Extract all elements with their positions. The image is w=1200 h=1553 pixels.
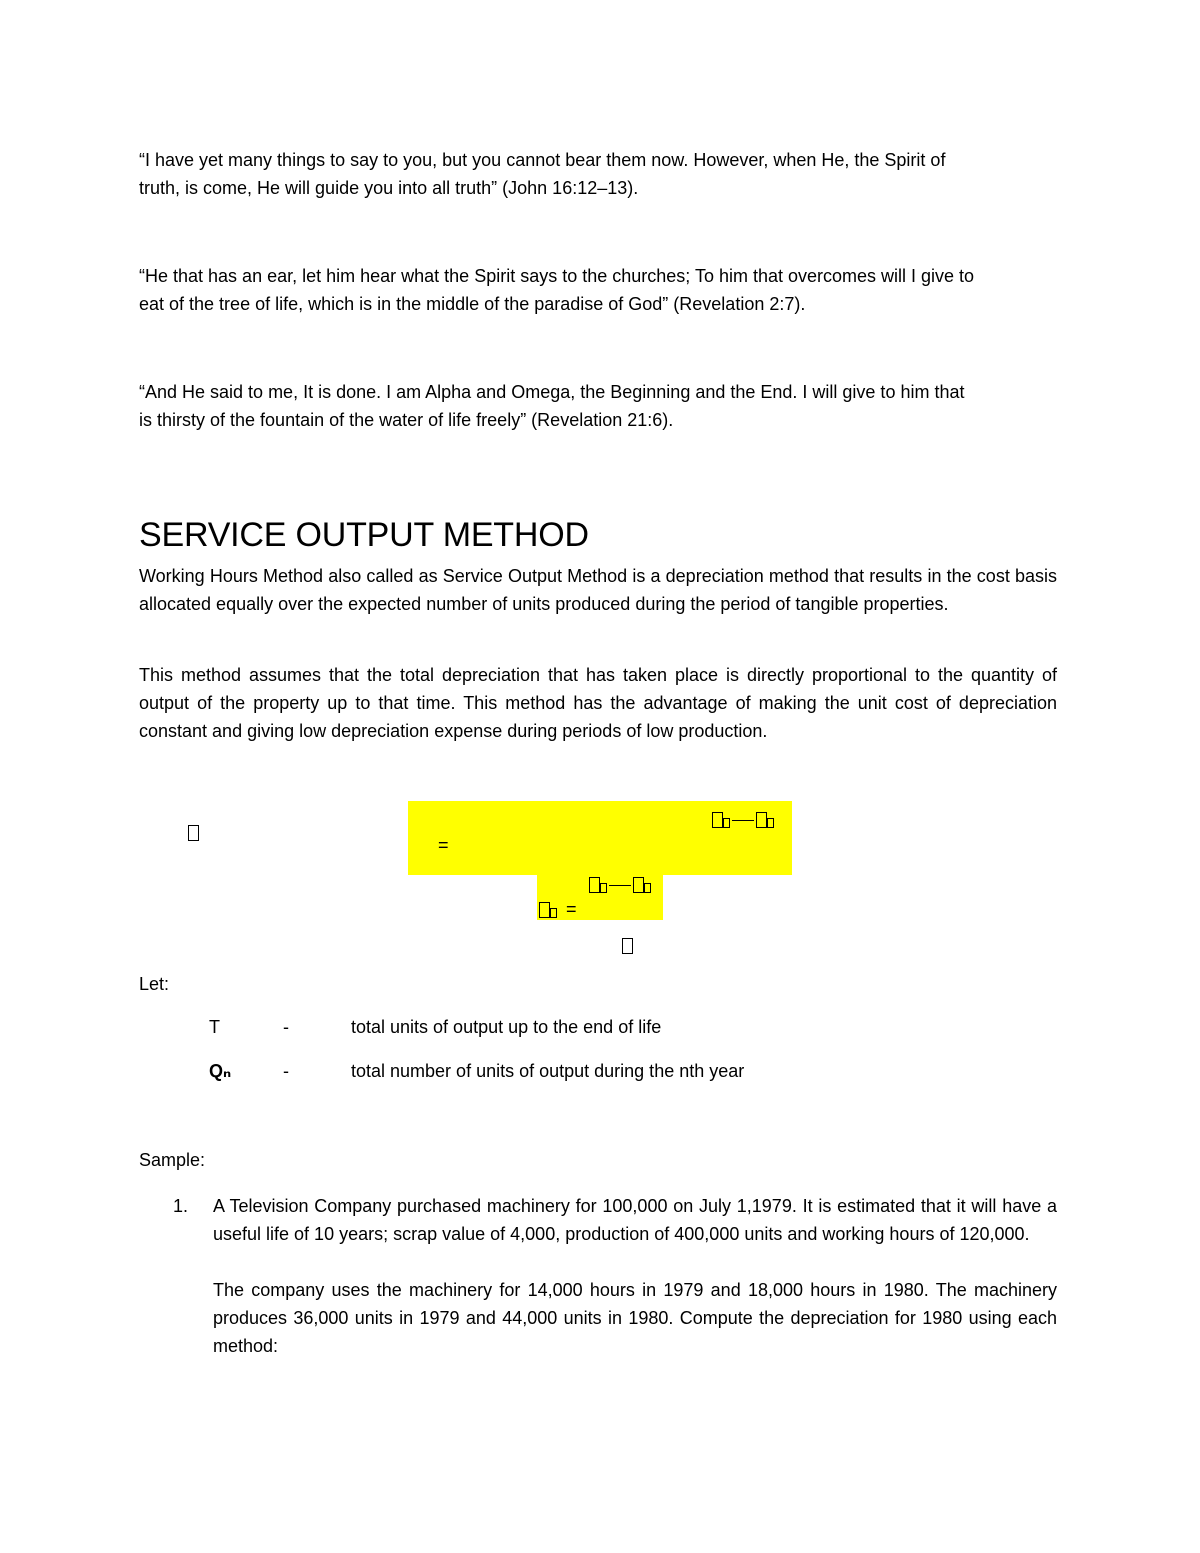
quote-revelation-21-6: [139, 378, 1069, 434]
quote-line: “And He said to me, It is done. I am Alpha and Omega, the Beginning and the End. I will give to him that: [139, 382, 965, 402]
definition-dash: -: [283, 1061, 289, 1081]
formula-dn-symbol: [539, 900, 557, 920]
paragraph-assumption: This method assumes that the total depreciation that has taken place is directly proportional to the quantity of output of the property up to that time. This method has the advantage of making the unit cost of depreciation constant and giving low depreciation expense during periods of low production.: [139, 665, 1057, 741]
quote-john: [139, 146, 1069, 202]
formula-equals-sub: =: [566, 899, 577, 919]
formula-numerator-bottom: [589, 875, 651, 895]
formula-numerator-top: [712, 810, 774, 830]
quote-line: truth, is come, He will guide you into all truth” (John 16:12–13).: [139, 178, 639, 198]
definition-text: total number of units of output during the nth year: [351, 1061, 745, 1081]
sample-problem-question: The company uses the machinery for 14,000 hours in 1979 and 18,000 hours in 1980. The machinery produces 36,000 units in 1979 and 44,000 units in 1980. Compute the depreciation for 1980 using each method:: [213, 1280, 1057, 1356]
definition-dash: -: [283, 1017, 289, 1037]
definition-text: total units of output up to the end of life: [351, 1017, 662, 1037]
formula-denominator-t: [622, 936, 633, 956]
sample-label: Sample:: [139, 1150, 206, 1170]
quote-line: eat of the tree of life, which is in the middle of the paradise of God” (Revelation 2:7).: [139, 294, 806, 314]
definition-row-t: [0, 1013, 1200, 1041]
quote-revelation-2-7: [139, 262, 1069, 318]
let-label: Let:: [139, 974, 170, 994]
quote-line: “He that has an ear, let him hear what the Spirit says to the churches; To him that overcomes will I give to: [139, 266, 975, 286]
definition-row-qn: [0, 1057, 1200, 1085]
formula-symbol-d: [188, 823, 199, 843]
quote-line: “I have yet many things to say to you, but you cannot bear them now. However, when He, the Spirit of: [139, 150, 946, 170]
paragraph-definition: Working Hours Method also called as Service Output Method is a depreciation method that results in the cost basis allocated equally over the expected number of units produced during the period of tangible properties.: [139, 566, 1057, 614]
list-number: 1.: [173, 1196, 189, 1216]
definition-symbol: Qₙ: [209, 1061, 232, 1081]
definition-symbol: T: [209, 1017, 220, 1037]
sample-problem-text: A Television Company purchased machinery for 100,000 on July 1,1979. It is estimated that it will have a useful life of 10 years; scrap value of 4,000, production of 400,000 units and working hours of 120,000.: [213, 1196, 1057, 1244]
formula-equals: =: [438, 835, 449, 855]
section-heading: SERVICE OUTPUT METHOD: [139, 516, 589, 554]
quote-line: is thirsty of the fountain of the water of life freely” (Revelation 21:6).: [139, 410, 674, 430]
